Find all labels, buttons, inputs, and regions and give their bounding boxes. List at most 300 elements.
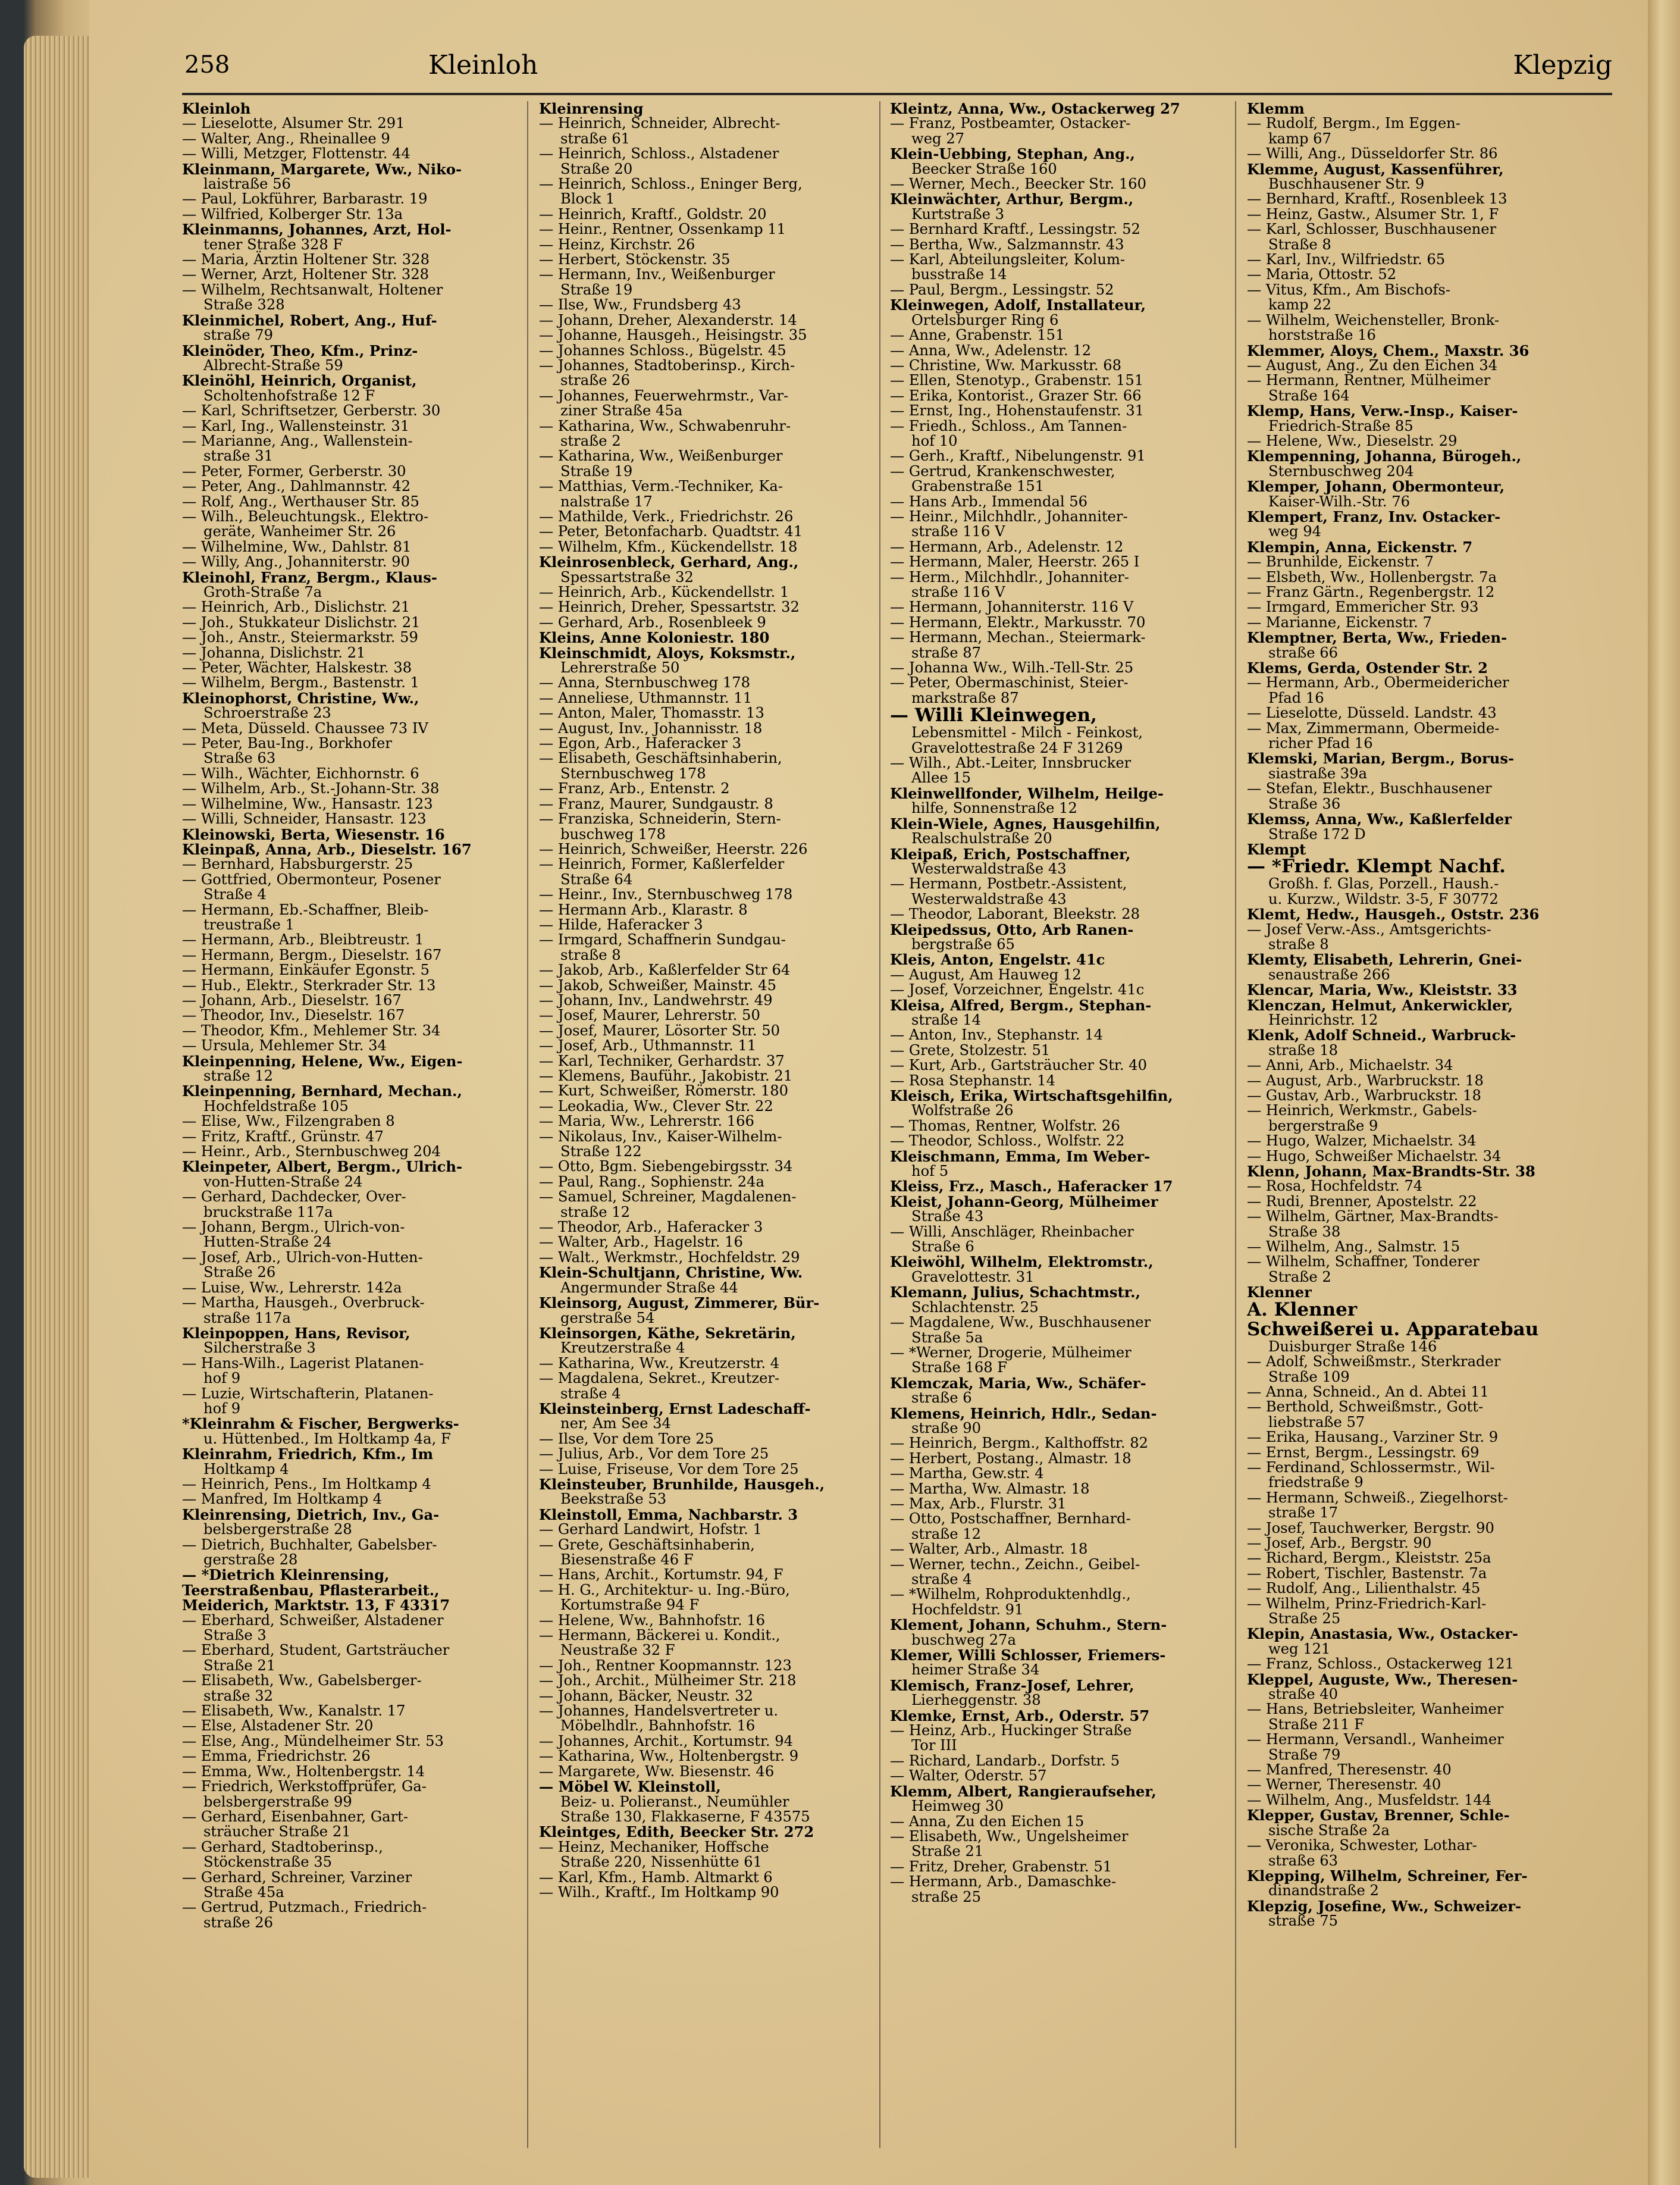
directory-entry: — Anna, Zu den Eichen 15	[890, 1813, 1085, 1830]
directory-entry: Straße 63	[203, 750, 276, 767]
directory-entry: — Wilh., Beleuchtungsk., Elektro-	[182, 508, 429, 525]
directory-entry: straße 12	[560, 1203, 631, 1220]
directory-entry: — H. G., Architektur- u. Ing.-Büro,	[539, 1581, 790, 1598]
directory-entry: — Julius, Arb., Vor dem Tore 25	[539, 1445, 769, 1463]
directory-entry: — Meta, Düsseld. Chaussee 73 IV	[182, 719, 428, 737]
directory-entry: — Ilse, Vor dem Tore 25	[539, 1430, 714, 1447]
directory-entry: Beekstraße 53	[560, 1491, 667, 1508]
directory-entry: Klemke, Ernst, Arb., Oderstr. 57	[890, 1707, 1150, 1724]
directory-entry: — Anton, Maler, Thomasstr. 13	[539, 705, 764, 722]
directory-entry: Kleinwächter, Arthur, Bergm.,	[890, 190, 1134, 208]
directory-entry: — Thomas, Rentner, Wolfstr. 26	[890, 1117, 1120, 1134]
directory-entry: — Gerhard, Dachdecker, Over-	[182, 1188, 406, 1206]
directory-entry: — Karl, Schlosser, Buschhausener	[1247, 221, 1497, 238]
directory-entry: Kleinsorg, August, Zimmerer, Bür-	[539, 1294, 820, 1312]
directory-entry: — Anneliese, Uthmannstr. 11	[539, 689, 753, 706]
directory-entry: — Erika, Hausang., Varziner Str. 9	[1247, 1429, 1499, 1446]
directory-entry: Heinrichstr. 12	[1268, 1011, 1378, 1028]
column-3	[890, 101, 1223, 2148]
directory-entry: Klein-Wiele, Agnes, Hausgehilfin,	[890, 815, 1161, 832]
directory-entry: — Franziska, Schneiderin, Stern-	[539, 810, 781, 828]
column-divider	[527, 101, 528, 2148]
directory-entry: — Jakob, Arb., Kaßlerfelder Str 64	[539, 962, 791, 979]
directory-entry: Straße 64	[560, 871, 633, 888]
header-rule	[182, 93, 1612, 95]
directory-entry: — Wilhelm, Ang., Musfeldstr. 144	[1247, 1791, 1492, 1808]
directory-entry: Straße 4	[203, 886, 267, 903]
directory-entry: Straße 25	[1268, 1610, 1341, 1627]
directory-entry: — Paul, Rang., Sophienstr. 24a	[539, 1173, 764, 1190]
directory-entry: — Samuel, Schreiner, Magdalenen-	[539, 1188, 797, 1206]
directory-entry: — Marianne, Ang., Wallenstein-	[182, 432, 413, 449]
directory-entry: — Johann, Arb., Dieselstr. 167	[182, 991, 402, 1009]
directory-entry: — *Wilhelm, Rohproduktenhdlg.,	[890, 1586, 1131, 1603]
directory-entry: — Willi, Metzger, Flottenstr. 44	[182, 145, 410, 162]
directory-entry: — Martha, Gew.str. 4	[890, 1465, 1044, 1482]
directory-entry: — Magdalene, Ww., Buschhausener	[890, 1314, 1151, 1331]
directory-entry: — Wilh., Wächter, Eichhornstr. 6	[182, 765, 419, 782]
directory-entry: — Hermann, Arb., Adelenstr. 12	[890, 538, 1124, 555]
page-number: 258	[184, 51, 230, 79]
directory-entry: — Walter, Oderstr. 57	[890, 1767, 1047, 1785]
directory-entry: Klempenning, Johanna, Bürogeh.,	[1247, 447, 1522, 465]
directory-entry: — Walter, Arb., Hagelstr. 16	[539, 1234, 743, 1251]
next-page-strip	[1648, 0, 1680, 2185]
directory-entry: — Heinrich, Schloss., Alstadener	[539, 145, 779, 162]
directory-entry: — Wilfried, Kolberger Str. 13a	[182, 205, 403, 223]
directory-entry: — Heinr., Milchhdlr., Johanniter-	[890, 508, 1128, 525]
directory-entry: A. Klenner	[1247, 1298, 1358, 1320]
directory-entry: — Heinrich, Arb., Kückendellstr. 1	[539, 584, 789, 600]
directory-entry: — Hans, Betriebsleiter, Wanheimer	[1247, 1701, 1504, 1718]
directory-entry: Schlachtenstr. 25	[911, 1298, 1039, 1316]
directory-entry: — Ilse, Ww., Frundsberg 43	[539, 296, 741, 314]
directory-entry: straße 63	[1268, 1852, 1339, 1869]
directory-entry: Straße 164	[1268, 387, 1350, 404]
directory-entry: — Joh., Stukkateur Dislichstr. 21	[182, 613, 421, 631]
directory-entry: — Josef, Arb., Ulrich-von-Hutten-	[182, 1248, 423, 1266]
directory-entry: sische Straße 2a	[1268, 1821, 1390, 1839]
directory-entry: — Fritz, Dreher, Grabenstr. 51	[890, 1858, 1112, 1875]
directory-entry: u. Hüttenbed., Im Holtkamp 4a, F	[203, 1430, 451, 1447]
directory-entry: Kleintges, Edith, Beecker Str. 272	[539, 1823, 814, 1841]
directory-entry: — Rudi, Brenner, Apostelstr. 22	[1247, 1192, 1477, 1210]
directory-entry: — Franz, Arb., Entenstr. 2	[539, 780, 730, 797]
directory-entry: Kleinstoll, Emma, Nachbarstr. 3	[539, 1505, 798, 1523]
directory-entry: straße 12	[203, 1068, 274, 1084]
directory-entry: nalstraße 17	[560, 493, 653, 510]
directory-entry: Klepzig, Josefine, Ww., Schweizer-	[1247, 1897, 1522, 1915]
directory-entry: — *Dietrich Kleinrensing,	[182, 1566, 390, 1584]
directory-entry: straße 116 V	[911, 523, 1005, 540]
directory-entry: u. Kurzw., Wildstr. 3-5, F 30772	[1268, 890, 1499, 907]
directory-entry: — Maria, Ärztin Holtener Str. 328	[182, 251, 430, 268]
directory-entry: straße 8	[1268, 935, 1329, 953]
directory-entry: — Franz, Maurer, Sundgaustr. 8	[539, 795, 773, 812]
directory-entry: siastraße 39a	[1268, 765, 1368, 782]
directory-entry: — Wilhelmine, Ww., Dahlstr. 81	[182, 538, 412, 555]
directory-entry: — Josef, Arb., Uthmannstr. 11	[539, 1037, 757, 1054]
directory-entry: Klempert, Franz, Inv. Ostacker-	[1247, 508, 1501, 525]
directory-entry: — Johann, Inv., Landwehrstr. 49	[539, 991, 773, 1009]
column-1	[182, 101, 515, 2148]
directory-entry: weg 27	[911, 130, 964, 147]
directory-entry: — Werner, Mech., Beecker Str. 160	[890, 176, 1146, 193]
directory-entry: Lierheggenstr. 38	[911, 1692, 1041, 1709]
directory-entry: straße 66	[1268, 644, 1339, 661]
directory-entry: kamp 67	[1268, 130, 1331, 147]
directory-entry: Klemisch, Franz-Josef, Lehrer,	[890, 1676, 1134, 1694]
directory-entry: Klein-Schultjann, Christine, Ww.	[539, 1264, 803, 1282]
directory-entry: — Heinrich, Bergm., Kalthoffstr. 82	[890, 1435, 1148, 1452]
directory-entry: — Elisabeth, Geschäftsinhaberin,	[539, 750, 782, 767]
directory-entry: — Fritz, Kraftf., Grünstr. 47	[182, 1128, 384, 1145]
directory-entry: — August, Inv., Johannisstr. 18	[539, 719, 763, 737]
directory-entry: — Bernhard, Habsburgerstr. 25	[182, 856, 413, 873]
directory-entry: — Theodor, Arb., Haferacker 3	[539, 1219, 763, 1236]
directory-entry: Kleinloh	[182, 101, 251, 117]
directory-entry: Kleiwöhl, Wilhelm, Elektromstr.,	[890, 1253, 1154, 1271]
directory-entry: Straße 2	[1268, 1268, 1331, 1285]
directory-entry: — Egon, Arb., Haferacker 3	[539, 735, 742, 752]
page-edges	[24, 36, 95, 2178]
directory-entry: — *Werner, Drogerie, Mülheimer	[890, 1344, 1132, 1361]
directory-entry: — Karl, Kfm., Hamb. Altmarkt 6	[539, 1868, 773, 1886]
directory-entry: Kortumstraße 94 F	[560, 1597, 700, 1614]
directory-entry: Heimweg 30	[911, 1798, 1004, 1815]
directory-entry: — Heinrich, Kraftf., Goldstr. 20	[539, 205, 767, 223]
directory-entry: — Maria, Ottostr. 52	[1247, 266, 1397, 283]
directory-entry: — Karl, Ing., Wallensteinstr. 31	[182, 417, 410, 434]
directory-entry: straße 4	[560, 1385, 621, 1402]
directory-entry: Kleis, Anton, Engelstr. 41c	[890, 951, 1105, 969]
directory-entry: Kleinpaß, Anna, Arb., Dieselstr. 167	[182, 840, 472, 858]
directory-entry: — Richard, Bergm., Kleiststr. 25a	[1247, 1549, 1491, 1567]
directory-entry: Kleinöhl, Heinrich, Organist,	[182, 372, 417, 390]
directory-entry: Kleinöder, Theo, Kfm., Prinz-	[182, 342, 418, 359]
directory-entry: straße 75	[1268, 1912, 1339, 1930]
directory-entry: — Franz, Postbeamter, Ostacker-	[890, 115, 1131, 132]
directory-entry: — Ellen, Stenotyp., Grabenstr. 151	[890, 372, 1144, 389]
directory-entry: — Willi, Schneider, Hansastr. 123	[182, 810, 427, 828]
directory-entry: — Hermann, Mechan., Steiermark-	[890, 629, 1146, 646]
directory-entry: — Elisabeth, Ww., Ungelsheimer	[890, 1827, 1129, 1845]
directory-entry: — Lieselotte, Düsseld. Landstr. 43	[1247, 705, 1497, 722]
directory-entry: straße 18	[1268, 1041, 1339, 1059]
directory-entry: — Elisabeth, Ww., Gabelsberger-	[182, 1672, 422, 1689]
directory-entry: — Wilhelm, Rechtsanwalt, Holtener	[182, 281, 443, 298]
directory-entry: Kleinpoppen, Hans, Revisor,	[182, 1324, 410, 1342]
directory-entry: — Gertrud, Krankenschwester,	[890, 462, 1115, 480]
directory-entry: — Willi, Anschläger, Rheinbacher	[890, 1223, 1134, 1240]
directory-entry: — Hilde, Haferacker 3	[539, 916, 703, 933]
directory-entry: — Wilhelm, Gärtner, Max-Brandts-	[1247, 1208, 1499, 1225]
directory-entry: — Willi Kleinwegen,	[890, 705, 1097, 727]
directory-entry: — Katharina, Ww., Schwabenruhr-	[539, 417, 791, 434]
directory-entry: — Otto, Postschaffner, Bernhard-	[890, 1510, 1131, 1527]
directory-entry: — Josef Verw.-Ass., Amtsgerichts-	[1247, 921, 1491, 938]
directory-entry: Klenczan, Helmut, Ankerwickler,	[1247, 996, 1513, 1014]
directory-entry: Straße 168 F	[911, 1359, 1008, 1376]
directory-entry: — Heinz, Kirchstr. 26	[539, 236, 695, 253]
directory-entry: — Wilh., Kraftf., Im Holtkamp 90	[539, 1883, 779, 1901]
directory-entry: laistraße 56	[203, 176, 291, 193]
directory-entry: — Peter, Obermaschinist, Steier-	[890, 674, 1129, 691]
directory-entry: Kleinsorgen, Käthe, Sekretärin,	[539, 1324, 796, 1342]
directory-entry: senaustraße 266	[1268, 966, 1390, 983]
directory-entry: Straße 8	[1268, 236, 1331, 253]
directory-entry: — Johannes, Stadtoberinsp., Kirch-	[539, 356, 795, 374]
directory-entry: Kleipaß, Erich, Postschaffner,	[890, 845, 1131, 863]
directory-entry: Lehrerstraße 50	[560, 659, 680, 677]
directory-entry: — Gottfried, Obermonteur, Posener	[182, 871, 441, 888]
directory-entry: Straße 6	[911, 1238, 974, 1256]
directory-entry: Klempt	[1247, 840, 1306, 858]
directory-entry: straße 79	[203, 327, 274, 344]
directory-entry: — Gerh., Kraftf., Nibelungenstr. 91	[890, 447, 1146, 465]
directory-entry: straße 2	[560, 432, 621, 449]
directory-entry: — Wilhelm, Kfm., Kückendellstr. 18	[539, 538, 798, 555]
directory-entry: ner, Am See 34	[560, 1415, 671, 1432]
directory-entry: Klemptner, Berta, Ww., Frieden-	[1247, 629, 1507, 647]
directory-entry: — Karl, Abteilungsleiter, Kolum-	[890, 251, 1126, 268]
directory-entry: Silcherstraße 3	[203, 1339, 316, 1357]
directory-entry: — Wilhelm, Weichensteller, Bronk-	[1247, 311, 1500, 328]
directory-entry: Beiz- u. Polieranst., Neumühler	[560, 1793, 789, 1810]
directory-entry: Klenk, Adolf Schneid., Warbruck-	[1247, 1026, 1516, 1044]
directory-entry: horststraße 16	[1268, 327, 1376, 344]
directory-entry: Kleinpenning, Bernhard, Mechan.,	[182, 1082, 462, 1100]
directory-entry: Kleinpeter, Albert, Bergm., Ulrich-	[182, 1158, 462, 1176]
directory-entry: Klemer, Willi Schlosser, Friemers-	[890, 1646, 1166, 1664]
directory-entry: — Helene, Ww., Bahnhofstr. 16	[539, 1611, 765, 1629]
directory-entry: — Josef, Vorzeichner, Engelstr. 41c	[890, 981, 1145, 998]
directory-entry: Gravelottestraße 24 F 31269	[911, 739, 1123, 756]
directory-entry: — Franz Gärtn., Regenbergstr. 12	[1247, 584, 1495, 600]
directory-entry: Klemm, Albert, Rangieraufseher,	[890, 1782, 1156, 1800]
directory-entry: — Anton, Inv., Stephanstr. 14	[890, 1026, 1104, 1044]
directory-entry: Sternbuschweg 204	[1268, 462, 1414, 480]
directory-entry: — Herbert, Postang., Almastr. 18	[890, 1450, 1132, 1467]
directory-entry: — Max, Arb., Flurstr. 31	[890, 1495, 1067, 1512]
directory-entry: — Gerhard, Stadtoberinsp.,	[182, 1838, 383, 1855]
directory-entry: Kleinwellfonder, Wilhelm, Heilge-	[890, 784, 1164, 802]
directory-entry: — Hugo, Walzer, Michaelstr. 34	[1247, 1132, 1477, 1150]
directory-entry: — Irmgard, Emmericher Str. 93	[1247, 599, 1479, 616]
directory-entry: Duisburger Straße 146	[1268, 1338, 1437, 1355]
directory-entry: — Hub., Elektr., Sterkrader Str. 13	[182, 976, 436, 994]
directory-entry: — Hermann, Postbetr.-Assistent,	[890, 875, 1127, 893]
directory-entry: Kleinmanns, Johannes, Arzt, Hol-	[182, 221, 452, 239]
directory-entry: — Heinr., Rentner, Ossenkamp 11	[539, 221, 786, 238]
directory-entry: — Heinrich, Dreher, Spessartstr. 32	[539, 599, 800, 616]
directory-entry: — Emma, Friedrichstr. 26	[182, 1748, 371, 1765]
directory-entry: — Maria, Ww., Lehrerstr. 166	[539, 1113, 754, 1130]
directory-entry: — Heinr., Inv., Sternbuschweg 178	[539, 886, 793, 903]
directory-entry: — Hermann, Schweiß., Ziegelhorst-	[1247, 1489, 1508, 1506]
directory-entry: Straße 220, Nissenhütte 61	[560, 1854, 762, 1871]
directory-entry: Klemme, August, Kassenführer,	[1247, 160, 1504, 178]
directory-entry: — Rudolf, Bergm., Im Eggen-	[1247, 115, 1460, 132]
directory-entry: — Katharina, Ww., Holtenbergstr. 9	[539, 1748, 799, 1765]
directory-entry: — Gerhard Landwirt, Hofstr. 1	[539, 1521, 762, 1538]
directory-columns	[182, 101, 1610, 2148]
directory-entry: sträucher Straße 21	[203, 1823, 351, 1840]
directory-entry: — Leokadia, Ww., Clever Str. 22	[539, 1097, 773, 1115]
directory-entry: Kleischmann, Emma, Im Weber-	[890, 1147, 1151, 1165]
directory-entry: Straße 328	[203, 296, 285, 314]
directory-entry: — Stefan, Elektr., Buschhausener	[1247, 780, 1492, 797]
directory-entry: — Elsbeth, Ww., Hollenbergstr. 7a	[1247, 568, 1497, 586]
directory-entry: — Rolf, Ang., Werthauser Str. 85	[182, 493, 419, 510]
directory-entry: Kleisa, Alfred, Bergm., Stephan-	[890, 996, 1152, 1014]
directory-entry: — Heinz, Gastw., Alsumer Str. 1, F	[1247, 205, 1499, 223]
directory-entry: Klepin, Anastasia, Ww., Ostacker-	[1247, 1625, 1518, 1643]
directory-entry: — Rudolf, Ang., Lilienthalstr. 45	[1247, 1580, 1481, 1597]
directory-entry: Klenn, Johann, Max-Brandts-Str. 38	[1247, 1163, 1535, 1181]
directory-entry: — Emma, Ww., Holtenbergstr. 14	[182, 1763, 425, 1780]
directory-entry: — Jakob, Schweißer, Mainstr. 45	[539, 976, 776, 994]
directory-entry: — Martha, Ww. Almastr. 18	[890, 1480, 1090, 1497]
directory-entry: — Max, Zimmermann, Obermeide-	[1247, 719, 1500, 737]
directory-entry: heimer Straße 34	[911, 1661, 1040, 1679]
directory-entry: — Johannes Schloss., Bügelstr. 45	[539, 342, 786, 359]
left-keyword: Kleinloh	[428, 50, 538, 80]
directory-entry: — Hermann, Bergm., Dieselstr. 167	[182, 946, 442, 963]
directory-entry: — Veronika, Schwester, Lothar-	[1247, 1837, 1477, 1854]
directory-entry: Straße 79	[1268, 1746, 1341, 1763]
directory-entry: Möbelhdlr., Bahnhofstr. 16	[560, 1717, 756, 1735]
directory-entry: — Anna, Schneid., An d. Abtei 11	[1247, 1383, 1489, 1400]
directory-entry: Straße 38	[1268, 1223, 1341, 1240]
directory-entry: straße 61	[560, 130, 631, 147]
directory-entry: — Friedrich, Werkstoffprüfer, Ga-	[182, 1778, 427, 1795]
directory-entry: — Otto, Bgm. Siebengebirgsstr. 34	[539, 1158, 793, 1175]
directory-entry: — Lieselotte, Alsumer Str. 291	[182, 115, 405, 132]
directory-entry: — Johanna, Dislichstr. 21	[182, 644, 366, 661]
directory-entry: — Theodor, Schloss., Wolfstr. 22	[890, 1132, 1125, 1150]
directory-entry: — Paul, Bergm., Lessingstr. 52	[890, 281, 1114, 298]
directory-entry: — Hermann, Eb.-Schaffner, Bleib-	[182, 901, 429, 918]
directory-entry: — Walt., Werkmstr., Hochfeldstr. 29	[539, 1248, 800, 1266]
directory-entry: Kleinowski, Berta, Wiesenstr. 16	[182, 825, 445, 843]
directory-entry: — Manfred, Theresenstr. 40	[1247, 1761, 1452, 1779]
column-divider	[1235, 101, 1236, 2148]
directory-entry: Straße 43	[911, 1208, 984, 1225]
directory-entry: Kleinrensing	[539, 101, 644, 117]
directory-entry: — Ernst, Ing., Hohenstaufenstr. 31	[890, 402, 1145, 420]
directory-entry: — Hermann, Versandl., Wanheimer	[1247, 1731, 1504, 1748]
directory-entry: — Dietrich, Buchhalter, Gabelsber-	[182, 1536, 437, 1553]
directory-entry: Wolfstraße 26	[911, 1102, 1014, 1119]
directory-entry: — Gerhard, Arb., Rosenbleek 9	[539, 613, 766, 631]
directory-entry: straße 4	[911, 1571, 972, 1588]
directory-entry: Klenner	[1247, 1284, 1312, 1301]
directory-entry: bergstraße 65	[911, 935, 1015, 953]
directory-entry: Kleinophorst, Christine, Ww.,	[182, 689, 419, 707]
directory-entry: — Werner, Arzt, Holtener Str. 328	[182, 266, 429, 283]
directory-entry: Neustraße 32 F	[560, 1642, 675, 1659]
directory-entry: hof 10	[911, 432, 958, 449]
directory-entry: markstraße 87	[911, 689, 1019, 706]
directory-entry: — Katharina, Ww., Kreutzerstr. 4	[539, 1354, 780, 1372]
directory-entry: — Peter, Bau-Ing., Borkhofer	[182, 735, 392, 752]
directory-entry: — Margarete, Ww. Biesenstr. 46	[539, 1763, 775, 1780]
directory-entry: — Ursula, Mehlemer Str. 34	[182, 1037, 387, 1054]
directory-entry: straße 31	[203, 447, 274, 465]
directory-entry: Straße 109	[1268, 1368, 1350, 1385]
directory-entry: weg 121	[1268, 1640, 1331, 1657]
directory-entry: Straße 20	[560, 160, 633, 177]
column-divider	[879, 101, 880, 2148]
directory-entry: — Rosa Stephanstr. 14	[890, 1072, 1056, 1089]
directory-entry: Realschulstraße 20	[911, 830, 1052, 847]
directory-entry: bruckstraße 117a	[203, 1203, 333, 1220]
directory-entry: Straße 45a	[203, 1883, 284, 1901]
directory-entry: busstraße 14	[911, 266, 1007, 283]
directory-entry: straße 87	[911, 644, 982, 661]
directory-entry: — Rosa, Hochfeldstr. 74	[1247, 1178, 1423, 1195]
directory-entry: straße 116 V	[911, 584, 1005, 600]
directory-entry: Schweißerei u. Apparatebau	[1247, 1318, 1539, 1340]
directory-entry: — Else, Alstadener Str. 20	[182, 1717, 374, 1735]
directory-entry: — *Friedr. Klempt Nachf.	[1247, 856, 1506, 878]
directory-entry: *Kleinrahm & Fischer, Bergwerks-	[182, 1415, 459, 1433]
directory-entry: bergerstraße 9	[1268, 1117, 1378, 1134]
directory-entry: treustraße 1	[203, 916, 294, 933]
directory-entry: — Grete, Stolzestr. 51	[890, 1041, 1051, 1059]
directory-entry: — August, Arb., Warbruckstr. 18	[1247, 1072, 1484, 1089]
directory-entry: Spessartstraße 32	[560, 568, 694, 586]
directory-entry: Kreutzerstraße 4	[560, 1339, 685, 1357]
directory-entry: Scholtenhofstraße 12 F	[203, 387, 375, 404]
directory-entry: — Franz, Schloss., Ostackerweg 121	[1247, 1655, 1515, 1673]
directory-entry: Straße 36	[1268, 795, 1341, 812]
directory-entry: friedstraße 9	[1268, 1474, 1364, 1491]
directory-entry: Straße 130, Flakkaserne, F 43575	[560, 1808, 810, 1825]
directory-entry: — Ernst, Bergm., Lessingstr. 69	[1247, 1444, 1480, 1461]
directory-entry: straße 17	[1268, 1504, 1339, 1522]
directory-entry: — Hermann, Maler, Heerstr. 265 I	[890, 553, 1140, 571]
directory-entry: Sternbuschweg 178	[560, 765, 706, 782]
directory-entry: Klepper, Gustav, Brenner, Schle-	[1247, 1807, 1510, 1824]
directory-entry: Buschhausener Str. 9	[1268, 176, 1425, 193]
directory-entry: straße 12	[911, 1525, 982, 1542]
running-header	[184, 45, 1612, 87]
directory-entry: straße 117a	[203, 1309, 291, 1326]
directory-entry: — Peter, Former, Gerberstr. 30	[182, 462, 406, 480]
directory-entry: straße 6	[911, 1389, 972, 1407]
directory-entry: — Josef, Maurer, Lehrerstr. 50	[539, 1007, 760, 1024]
directory-entry: — Paul, Lokführer, Barbarastr. 19	[182, 190, 428, 208]
directory-entry: — Johanne, Hausgeh., Heisingstr. 35	[539, 327, 807, 344]
directory-entry: Klemper, Johann, Obermonteur,	[1247, 478, 1505, 496]
directory-entry: Klemp, Hans, Verw.-Insp., Kaiser-	[1247, 402, 1518, 420]
directory-entry: — Wilhelm, Ang., Salmstr. 15	[1247, 1238, 1460, 1256]
directory-entry: straße 25	[911, 1888, 982, 1905]
directory-entry: — Wilhelm, Arb., St.-Johann-Str. 38	[182, 780, 440, 797]
directory-entry: Straße 26	[203, 1264, 276, 1281]
directory-entry: Großh. f. Glas, Porzell., Haush.-	[1268, 875, 1499, 893]
directory-entry: — Erika, Kontorist., Grazer Str. 66	[890, 387, 1142, 404]
directory-entry: Allee 15	[911, 769, 971, 787]
directory-entry: — Joh., Rentner Koopmannstr. 123	[539, 1657, 792, 1674]
directory-entry: Klems, Gerda, Ostender Str. 2	[1247, 659, 1488, 677]
directory-entry: — Brunhilde, Eickenstr. 7	[1247, 553, 1434, 571]
directory-entry: — Hans, Archit., Kortumstr. 94, F	[539, 1566, 783, 1583]
directory-entry: Kleins, Anne Koloniestr. 180	[539, 629, 770, 647]
directory-entry: — Bernhard Kraftf., Lessingstr. 52	[890, 221, 1140, 238]
